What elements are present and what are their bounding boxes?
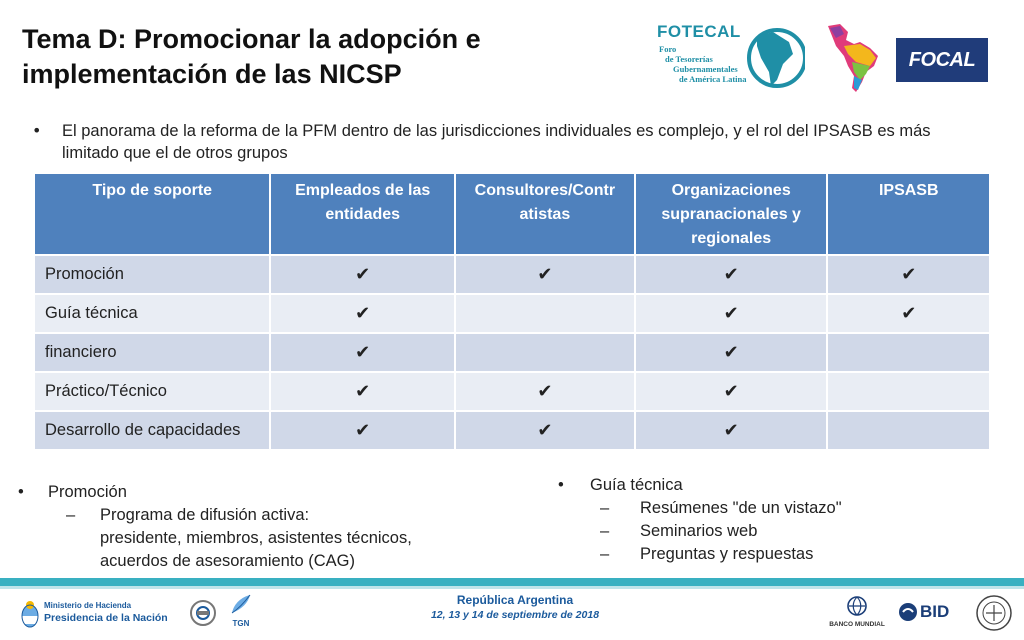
dash-icon: – bbox=[600, 499, 610, 517]
intro-bullet-text: El panorama de la reforma de la PFM dentro de las jurisdicciones individuales es complejo, y el rol del IPSASB es más limitado que el de otros grupos bbox=[62, 122, 931, 162]
checkmark-icon: ✔ bbox=[723, 381, 739, 401]
checkmark-icon: ✔ bbox=[723, 342, 739, 362]
outreach-program-detail: acuerdos de asesoramiento (CAG) bbox=[100, 552, 355, 570]
tgn-logo bbox=[226, 593, 256, 628]
fotecal-logo bbox=[655, 22, 805, 92]
bid-logo bbox=[898, 599, 949, 625]
row-label: financiero bbox=[34, 333, 270, 372]
checkmark-icon: ✔ bbox=[537, 381, 553, 401]
bid-mark-icon bbox=[898, 602, 918, 622]
checkmark-cell bbox=[270, 372, 455, 411]
row-label: Promoción bbox=[34, 255, 270, 294]
list-subitem bbox=[558, 497, 958, 520]
table-row bbox=[34, 333, 990, 372]
empty-cell bbox=[455, 294, 635, 333]
checkmark-icon: ✔ bbox=[355, 342, 371, 362]
row-label: Desarrollo de capacidades bbox=[34, 411, 270, 450]
checkmark-cell bbox=[455, 372, 635, 411]
column-header-supranational-orgs: Organizaciones supranacionales y regionales bbox=[635, 173, 828, 255]
guidance-item: Preguntas y respuestas bbox=[640, 545, 814, 563]
checkmark-icon: ✔ bbox=[537, 420, 553, 440]
technical-guidance-heading: Guía técnica bbox=[590, 476, 683, 494]
slide-title bbox=[22, 22, 622, 92]
latin-america-map-icon bbox=[826, 22, 884, 94]
fotecal-sub-line: de Tesorerías bbox=[665, 54, 713, 64]
treasury-seal-icon bbox=[188, 598, 218, 628]
fotecal-sub-line: de América Latina bbox=[679, 74, 747, 84]
fotecal-sub-line: Gubernamentales bbox=[673, 64, 738, 74]
bullet-icon: • bbox=[18, 483, 24, 501]
support-matrix-table bbox=[33, 172, 991, 451]
tgn-leaf-icon bbox=[228, 593, 254, 615]
empty-cell bbox=[827, 372, 990, 411]
checkmark-icon: ✔ bbox=[355, 420, 371, 440]
dash-icon: – bbox=[600, 522, 610, 540]
dash-icon: – bbox=[600, 545, 610, 563]
column-header-support-type: Tipo de soporte bbox=[34, 173, 270, 255]
checkmark-cell bbox=[270, 411, 455, 450]
government-logo bbox=[20, 599, 190, 633]
technical-guidance-list bbox=[558, 474, 958, 566]
tgn-text: TGN bbox=[232, 619, 250, 628]
dash-icon: – bbox=[66, 506, 76, 524]
fotecal-logo-subtitle bbox=[659, 44, 747, 84]
empty-cell bbox=[455, 333, 635, 372]
checkmark-cell bbox=[635, 255, 828, 294]
argentina-coat-of-arms-icon bbox=[20, 599, 40, 629]
checkmark-icon: ✔ bbox=[355, 381, 371, 401]
event-dates: 12, 13 y 14 de septiembre de 2018 bbox=[430, 609, 600, 621]
checkmark-cell bbox=[635, 411, 828, 450]
checkmark-icon: ✔ bbox=[723, 420, 739, 440]
checkmark-cell bbox=[635, 294, 828, 333]
imf-seal-icon bbox=[974, 593, 1014, 633]
outreach-program-text: Programa de difusión activa: bbox=[100, 506, 310, 524]
list-item bbox=[558, 474, 958, 497]
checkmark-icon: ✔ bbox=[901, 303, 917, 323]
checkmark-cell bbox=[455, 255, 635, 294]
event-info bbox=[380, 593, 650, 622]
checkmark-icon: ✔ bbox=[355, 264, 371, 284]
checkmark-cell bbox=[270, 294, 455, 333]
checkmark-cell bbox=[635, 333, 828, 372]
checkmark-cell bbox=[270, 255, 455, 294]
checkmark-icon: ✔ bbox=[723, 303, 739, 323]
promotion-heading: Promoción bbox=[48, 483, 127, 501]
column-header-entity-employees: Empleados de las entidades bbox=[270, 173, 455, 255]
table-row bbox=[34, 255, 990, 294]
guidance-item: Resúmenes "de un vistazo" bbox=[640, 499, 842, 517]
world-bank-logo bbox=[826, 595, 888, 628]
fotecal-sub-line: Foro bbox=[659, 44, 677, 54]
list-subitem bbox=[558, 543, 958, 566]
list-item bbox=[18, 481, 488, 504]
world-bank-text: BANCO MUNDIAL bbox=[829, 621, 885, 628]
slide-title-line-2: implementación de las NICSP bbox=[22, 59, 402, 89]
checkmark-cell bbox=[270, 333, 455, 372]
table-row bbox=[34, 294, 990, 333]
south-america-map-icon bbox=[743, 24, 805, 92]
bid-text: BID bbox=[920, 602, 950, 621]
column-header-consultants: Consultores/Contr atistas bbox=[455, 173, 635, 255]
row-label: Práctico/Técnico bbox=[34, 372, 270, 411]
footer-band bbox=[0, 578, 1024, 586]
table-row bbox=[34, 411, 990, 450]
slide-title-line-1: Tema D: Promocionar la adopción e bbox=[22, 24, 481, 54]
empty-cell bbox=[827, 411, 990, 450]
focal-logo bbox=[896, 38, 988, 82]
intro-bullet bbox=[32, 120, 982, 164]
checkmark-cell bbox=[635, 372, 828, 411]
ministry-name: Ministerio de Hacienda bbox=[44, 601, 132, 610]
checkmark-cell bbox=[455, 411, 635, 450]
checkmark-cell bbox=[827, 255, 990, 294]
focal-logo-text: FOCAL bbox=[908, 48, 976, 71]
checkmark-cell bbox=[827, 294, 990, 333]
bullet-icon: • bbox=[558, 476, 564, 494]
list-subitem bbox=[18, 504, 488, 527]
empty-cell bbox=[827, 333, 990, 372]
bullet-icon: • bbox=[32, 121, 42, 140]
checkmark-icon: ✔ bbox=[723, 264, 739, 284]
promotion-list bbox=[18, 481, 488, 573]
event-country: República Argentina bbox=[456, 593, 574, 607]
table-row bbox=[34, 372, 990, 411]
checkmark-icon: ✔ bbox=[355, 303, 371, 323]
outreach-program-detail: presidente, miembros, asistentes técnicos, bbox=[100, 529, 412, 547]
checkmark-icon: ✔ bbox=[901, 264, 917, 284]
checkmark-icon: ✔ bbox=[537, 264, 553, 284]
column-header-ipsasb: IPSASB bbox=[827, 173, 990, 255]
fotecal-logo-name: FOTECAL bbox=[657, 22, 741, 41]
world-bank-globe-icon bbox=[846, 595, 868, 617]
table-header-row bbox=[34, 173, 990, 255]
slide-footer bbox=[0, 589, 1024, 640]
presidency-name: Presidencia de la Nación bbox=[44, 612, 168, 624]
row-label: Guía técnica bbox=[34, 294, 270, 333]
list-subitem bbox=[558, 520, 958, 543]
guidance-item: Seminarios web bbox=[640, 522, 758, 540]
